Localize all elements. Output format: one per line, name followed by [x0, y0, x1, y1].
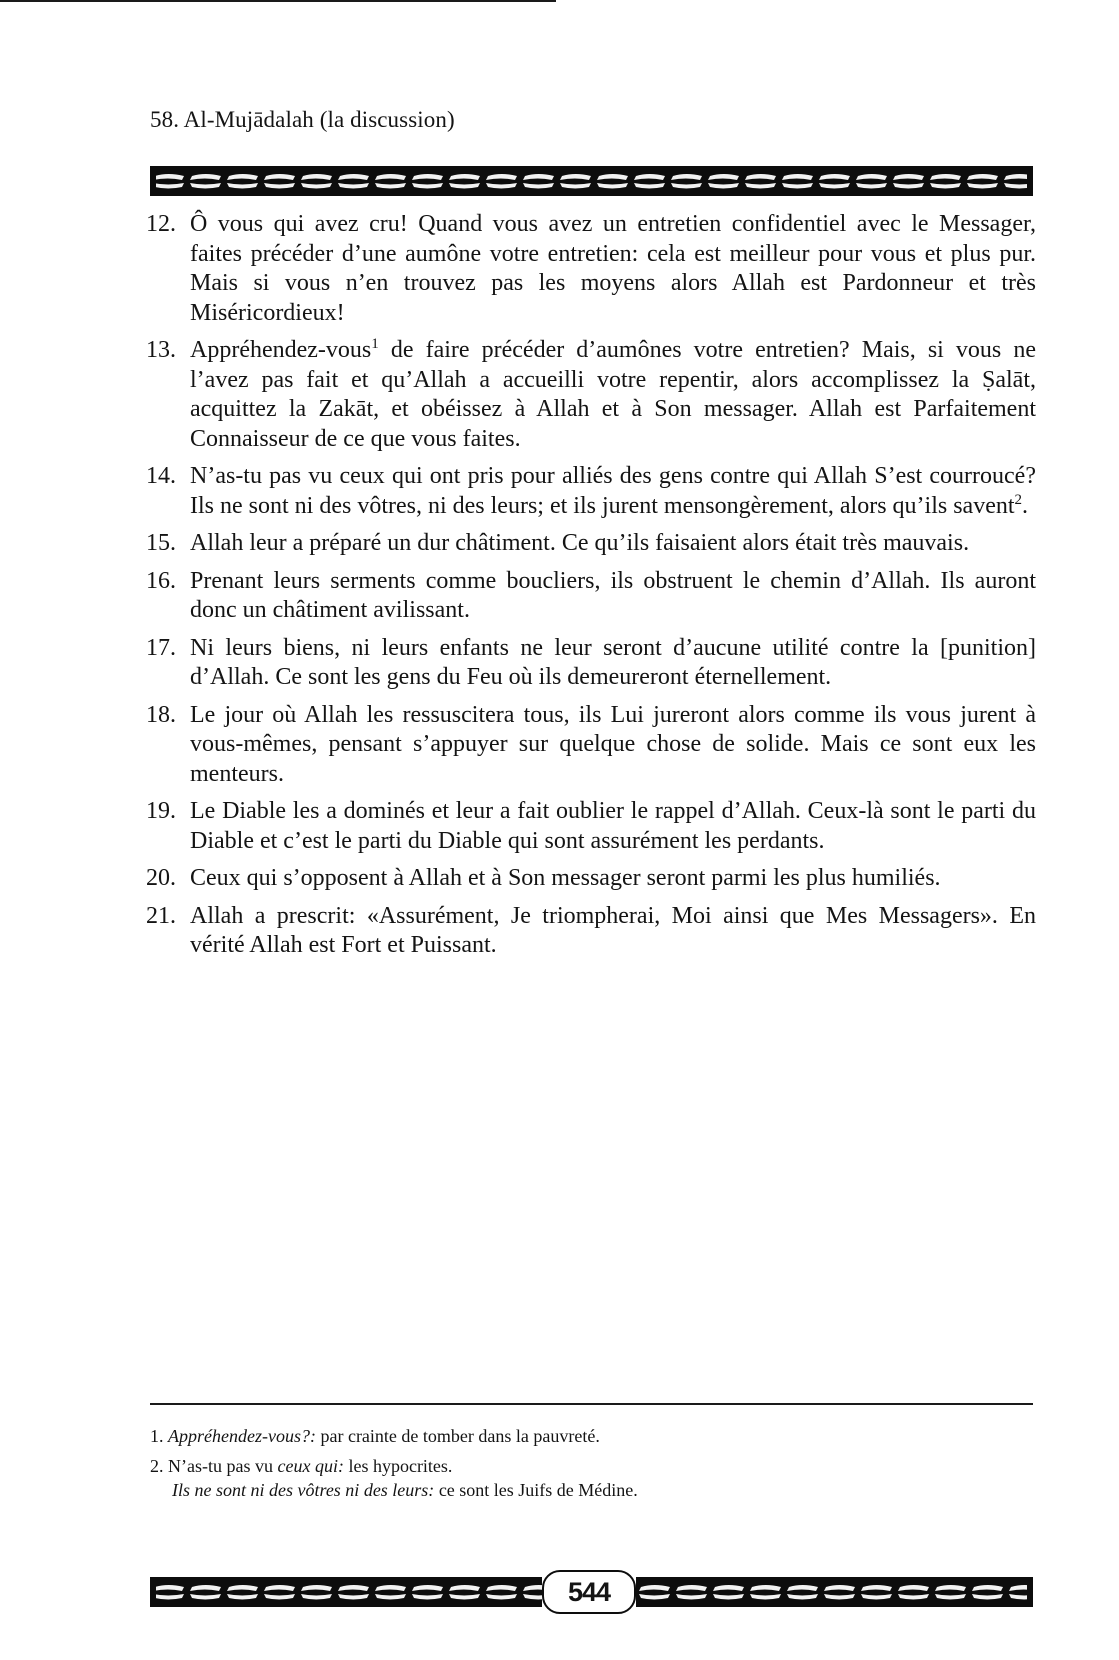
verse-14	[146, 462, 1036, 521]
footnote-number: 2.	[150, 1456, 164, 1476]
verse-text: Allah leur a préparé un dur châtiment. Ce qu’ils faisaient alors était très mauvais.	[190, 530, 970, 556]
footnote-term: Appréhendez-vous?:	[168, 1426, 316, 1446]
verse-13	[146, 336, 1036, 454]
footnotes	[150, 1424, 1030, 1508]
footnote-ref-2: 2	[1014, 491, 1023, 508]
verse-20	[146, 864, 1036, 894]
footnote-2	[150, 1454, 1030, 1478]
chain-ornament-icon	[150, 1577, 542, 1607]
chain-ornament-icon	[150, 166, 1033, 196]
footnote-text: les hypocrites.	[343, 1456, 453, 1476]
verse-text: Ceux qui s’opposent à Allah et à Son messager seront parmi les plus humiliés.	[190, 865, 941, 891]
verse-text-part: N’as-tu pas vu ceux qui ont pris pour alliés des gens contre qui Allah S’est courroucé? Ils ne sont ni des vôtres, ni des leurs; et ils jurent mensongèrement, alors qu’ils savent	[190, 463, 1036, 519]
verse-16	[146, 567, 1036, 626]
decorative-chain-band-top	[150, 166, 1033, 196]
verse-18	[146, 701, 1036, 790]
verse-number: 20.	[146, 865, 176, 891]
verse-text: Ni leurs biens, ni leurs enfants ne leur seront d’aucune utilité contre la [punition] d’Allah. Ce sont les gens du Feu où ils demeureront éternellement.	[190, 634, 1036, 690]
footnote-2-continued	[172, 1478, 1030, 1502]
verse-text	[190, 462, 1036, 521]
verse-21	[146, 902, 1036, 961]
verse-12	[146, 210, 1036, 328]
verse-number: 18.	[146, 701, 176, 728]
verse-number: 14.	[146, 463, 176, 489]
verse-number: 12.	[146, 211, 176, 237]
footnote-term: Ils ne sont ni des vôtres ni des leurs:	[172, 1480, 435, 1500]
footnote-text: ce sont les Juifs de Médine.	[434, 1480, 638, 1500]
top-rule	[0, 0, 556, 2]
chapter-title: 58. Al-Mujādalah (la discussion)	[150, 107, 455, 132]
verse-number: 21.	[146, 902, 176, 929]
verse-text-part: Appréhendez-vous	[190, 337, 372, 363]
verse-19	[146, 797, 1036, 856]
verse-number: 15.	[146, 530, 176, 556]
verse-number: 13.	[146, 337, 176, 363]
verse-number: 16.	[146, 567, 176, 594]
verse-number: 19.	[146, 798, 176, 824]
verse-text-part: .	[1022, 492, 1029, 519]
footnote-ref-1: 1	[371, 336, 379, 352]
verse-text: Le Diable les a dominés et leur a fait oublier le rappel d’Allah. Ceux-là sont le parti du Diable et c’est le parti du Diable qui sont assurément les perdants.	[190, 798, 1036, 854]
footnote-rule	[150, 1403, 1033, 1405]
verse-text: Ô vous qui avez cru! Quand vous avez un entretien confidentiel avec le Messager, faites précéder d’une aumône votre entretien: cela est meilleur pour vous et plus pur. Mais si vous n’en trouvez pas les moyens alors Allah est Pardonneur et très Miséricordieux!	[190, 211, 1036, 326]
decorative-chain-band-bottom-right	[636, 1577, 1033, 1607]
page-number-frame	[542, 1570, 636, 1614]
footnote-text: par crainte de tomber dans la pauvreté.	[315, 1426, 600, 1446]
footnote-number: 1.	[150, 1426, 164, 1446]
verse-text: Prenant leurs serments comme boucliers, ils obstruent le chemin d’Allah. Ils auront donc un châtiment avilissant.	[190, 567, 1036, 623]
verse-17	[146, 634, 1036, 693]
verse-text: Le jour où Allah les ressuscitera tous, ils Lui jureront alors comme ils vous jurent à vous-mêmes, pensant s’appuyer sur quelque chose de solide. Mais ce sont eux les menteurs.	[190, 701, 1036, 787]
verse-text	[190, 336, 1036, 454]
footnote-1	[150, 1424, 1030, 1448]
verse-number: 17.	[146, 634, 176, 661]
page-number: 544	[567, 1576, 611, 1607]
chain-ornament-icon	[636, 1577, 1033, 1607]
verse-text: Allah a prescrit: «Assurément, Je triompherai, Moi ainsi que Mes Messagers». En vérité Allah est Fort et Puissant.	[190, 902, 1036, 958]
decorative-chain-band-bottom-left	[150, 1577, 542, 1607]
footnote-term: ceux qui:	[277, 1456, 344, 1476]
verse-15	[146, 529, 1036, 559]
footnote-text: N’as-tu pas vu	[168, 1456, 278, 1476]
verse-list	[146, 210, 1036, 969]
verse-text-part: de faire précéder d’aumônes votre entretien? Mais, si vous ne l’avez pas fait et qu’Allah a accueilli votre repentir, alors accomplissez la Ṣalāt, acquittez la Zakāt, et obéissez à Allah et à Son messager. Allah est Parfaitement Connaisseur de ce que vous faites.	[190, 337, 1036, 452]
